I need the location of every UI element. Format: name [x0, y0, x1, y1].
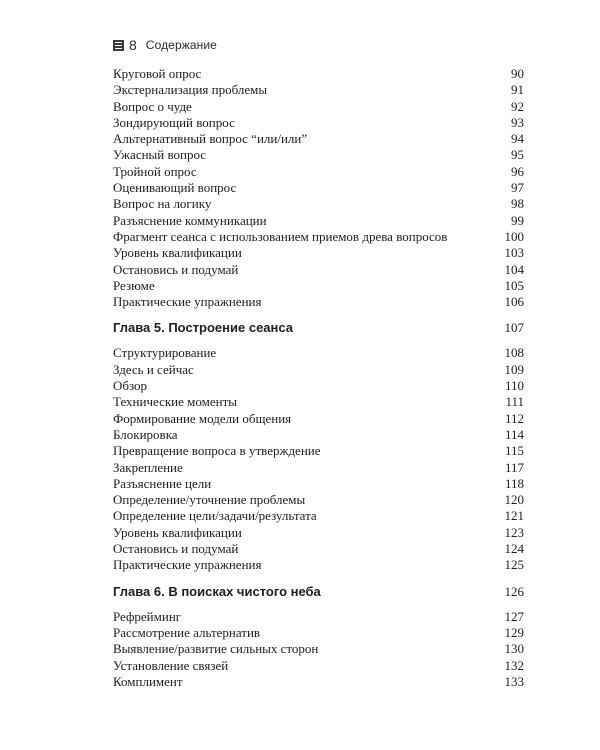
- toc-entry[interactable]: [113, 213, 524, 229]
- toc-entry[interactable]: [113, 394, 524, 410]
- toc-entry[interactable]: [113, 262, 524, 278]
- toc-entry[interactable]: [113, 443, 524, 459]
- toc-entry-page: 117: [504, 459, 524, 475]
- section-title: Содержание: [145, 38, 217, 52]
- toc-entry[interactable]: [113, 641, 524, 657]
- toc-entry[interactable]: [113, 508, 524, 524]
- toc-entry-page: 100: [504, 228, 524, 244]
- toc-entry-title: Закрепление: [113, 459, 183, 475]
- toc-entry-page: 97: [511, 180, 524, 196]
- toc-entry-page: 120: [504, 492, 524, 508]
- toc-entry-page: 118: [504, 475, 524, 491]
- toc-entry-page: 108: [504, 345, 524, 361]
- toc-entry[interactable]: [113, 131, 524, 147]
- toc-entry-page: 93: [511, 114, 524, 130]
- toc-entry[interactable]: [113, 278, 524, 294]
- toc-entry-page: 127: [504, 608, 524, 624]
- toc-entry-title: Экстернализация проблемы: [113, 82, 268, 98]
- toc-entry-title: Вопрос о чуде: [113, 98, 192, 114]
- toc-group-chapter6: [113, 609, 524, 690]
- toc-entry-title: Практические упражнения: [113, 557, 262, 573]
- toc-entry-page: 91: [511, 82, 524, 98]
- toc-entry[interactable]: [113, 66, 524, 82]
- toc-entry-page: 104: [504, 261, 524, 277]
- toc-entry-title: Структурирование: [113, 345, 217, 361]
- toc-entry-page: 111: [505, 394, 524, 410]
- table-of-contents: [113, 66, 524, 690]
- toc-entry[interactable]: [113, 460, 524, 476]
- toc-entry-page: 90: [511, 66, 524, 81]
- toc-entry[interactable]: [113, 609, 524, 625]
- toc-entry-title: Разъяснение цели: [113, 475, 212, 491]
- toc-entry-page: 98: [511, 196, 524, 212]
- toc-entry-page: 110: [504, 378, 524, 394]
- toc-entry[interactable]: [113, 164, 524, 180]
- toc-entry[interactable]: [113, 180, 524, 196]
- toc-entry-title: Вопрос на логику: [113, 196, 212, 212]
- book-icon: [113, 40, 124, 51]
- toc-entry-page: 123: [504, 524, 524, 540]
- toc-entry[interactable]: [113, 427, 524, 443]
- toc-entry-title: Рефрейминг: [113, 608, 182, 624]
- toc-entry-page: 112: [504, 410, 524, 426]
- chapter-title: Глава 6. В поисках чистого неба: [113, 583, 321, 599]
- toc-entry-title: Обзор: [113, 378, 148, 394]
- chapter-page: 107: [504, 320, 524, 336]
- chapter-title: Глава 5. Построение сеанса: [113, 320, 293, 336]
- page-number: 8: [129, 37, 137, 53]
- toc-entry-title: Выявление/развитие сильных сторон: [113, 641, 319, 657]
- toc-entry[interactable]: [113, 147, 524, 163]
- toc-entry-title: Разъяснение коммуникации: [113, 212, 267, 228]
- toc-entry[interactable]: [113, 362, 524, 378]
- toc-entry-page: 99: [511, 212, 524, 228]
- toc-entry-title: Ужасный вопрос: [113, 147, 207, 163]
- toc-entry-page: 96: [511, 163, 524, 179]
- toc-entry[interactable]: [113, 492, 524, 508]
- toc-entry-title: Комплимент: [113, 673, 183, 689]
- toc-entry-title: Резюме: [113, 277, 155, 293]
- toc-entry-page: 92: [511, 98, 524, 114]
- toc-entry[interactable]: [113, 658, 524, 674]
- toc-entry[interactable]: [113, 557, 524, 573]
- toc-entry-title: Остановись и подумай: [113, 541, 239, 557]
- toc-entry-page: 115: [504, 443, 524, 459]
- toc-entry-page: 105: [504, 277, 524, 293]
- toc-entry-title: Остановись и подумай: [113, 261, 239, 277]
- toc-entry-page: 106: [504, 294, 524, 310]
- toc-group-chapter5: [113, 345, 524, 573]
- toc-entry-title: Превращение вопроса в утверждение: [113, 443, 321, 459]
- chapter-page: 126: [504, 583, 524, 599]
- toc-entry[interactable]: [113, 82, 524, 98]
- toc-entry-title: Уровень квалификации: [113, 245, 242, 261]
- toc-entry-title: Альтернативный вопрос “или/или”: [113, 131, 308, 147]
- toc-entry[interactable]: [113, 345, 524, 361]
- chapter-5-heading[interactable]: [113, 318, 524, 338]
- toc-entry-title: Установление связей: [113, 657, 229, 673]
- toc-entry[interactable]: [113, 674, 524, 690]
- toc-entry[interactable]: [113, 196, 524, 212]
- toc-entry-title: Уровень квалификации: [113, 524, 242, 540]
- toc-entry-title: Оценивающий вопрос: [113, 180, 237, 196]
- toc-entry-title: Технические моменты: [113, 394, 238, 410]
- toc-entry-page: 94: [511, 131, 524, 147]
- toc-entry-page: 132: [504, 657, 524, 673]
- toc-entry-page: 95: [511, 147, 524, 163]
- toc-entry[interactable]: [113, 476, 524, 492]
- toc-entry-page: 103: [504, 245, 524, 261]
- toc-entry-title: Круговой опрос: [113, 66, 202, 81]
- toc-entry[interactable]: [113, 541, 524, 557]
- toc-entry[interactable]: [113, 525, 524, 541]
- toc-entry-title: Определение/уточнение проблемы: [113, 492, 306, 508]
- toc-entry[interactable]: [113, 229, 524, 245]
- toc-entry-page: 130: [504, 641, 524, 657]
- toc-entry-page: 121: [504, 508, 524, 524]
- toc-entry[interactable]: [113, 411, 524, 427]
- toc-entry-page: 114: [504, 426, 524, 442]
- toc-entry-title: Тройной опрос: [113, 163, 197, 179]
- toc-entry-page: 124: [504, 541, 524, 557]
- toc-entry-title: Фрагмент сеанса с использованием приемов древа вопросов: [113, 228, 448, 244]
- toc-entry-title: Формирование модели общения: [113, 410, 292, 426]
- toc-entry-title: Рассмотрение альтернатив: [113, 624, 261, 640]
- toc-entry-title: Определение цели/задачи/результата: [113, 508, 317, 524]
- toc-entry-title: Зондирующий вопрос: [113, 114, 235, 130]
- toc-entry-title: Блокировка: [113, 426, 178, 442]
- toc-entry-page: 129: [504, 624, 524, 640]
- chapter-6-heading[interactable]: [113, 582, 524, 602]
- toc-entry[interactable]: [113, 245, 524, 261]
- toc-entry-title: Здесь и сейчас: [113, 361, 194, 377]
- toc-entry-page: 133: [504, 673, 524, 689]
- toc-entry-page: 125: [504, 557, 524, 573]
- toc-entry-page: 109: [504, 361, 524, 377]
- toc-entry[interactable]: [113, 378, 524, 394]
- toc-entry[interactable]: [113, 625, 524, 641]
- toc-entry-title: Практические упражнения: [113, 294, 262, 310]
- toc-entry[interactable]: [113, 294, 524, 310]
- toc-entry[interactable]: [113, 115, 524, 131]
- page-header: [113, 37, 217, 53]
- toc-group-chapter4: [113, 66, 524, 310]
- toc-entry[interactable]: [113, 99, 524, 115]
